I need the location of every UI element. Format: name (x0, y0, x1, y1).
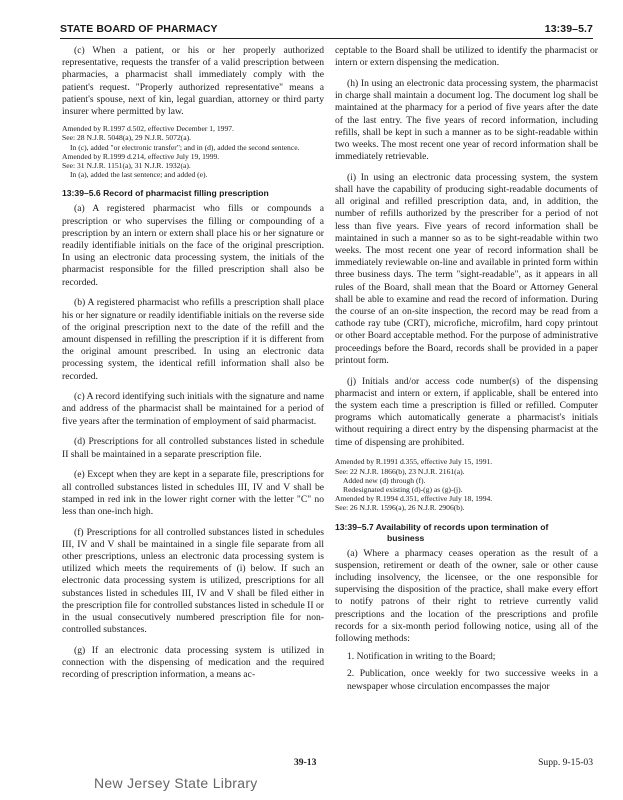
amendment-note: Amended by R.1997 d.502, effective December 1, 1997. (62, 124, 234, 134)
paragraph-5-6-b: (b) A registered pharmacist who refills a prescription shall place his or her signature or readily identifiable initials on the reverse side of the original prescription next to the date of the refill and the amount dispensed in refilling the prescription if it is different from the original amount prescribed. In using an electronic data processing system, the identical refill information shall also be recorded. (62, 297, 324, 382)
amendment-note: In (c), added "or electronic transfer"; and in (d), added the second sentence. (70, 142, 300, 152)
amendment-notes-5-5 (62, 124, 324, 179)
paragraph-5-6-e: (e) Except when they are kept in a separate file, prescriptions for all controlled substances listed in schedules III, IV and V shall be stamped in red ink in the lower right corner with the letter "C" no less than one-inch high. (62, 469, 324, 517)
paragraph-5-6-i: (i) In using an electronic data processing system, the system shall have the capability of producing sight-readable documents of all original and refilled prescription data, and, in addition, the number of refills authorized by the prescriber for a period of not less than five years. Five years of record information shall be maintained in such a manner so as to be sight-readable within two weeks. The most recent one year of record information shall be immediately reviewable on-line and available in printed form within three business days. The term "sight-readable", as it appears in all rules of the Board, shall mean that the Board or Attorney General shall be able to examine and read the record of information. During the course of an on-site inspection, the record may be read from a cathode ray tube (CRT), microfiche, microfilm, hard copy printout or other Board acceptable method. For the purpose of administrative proceedings before the Board, records shall be provided in a paper printout form. (335, 171, 598, 366)
amendment-note: See: 31 N.J.R. 1151(a), 31 N.J.R. 1932(a). (62, 161, 191, 171)
list-item: 2. Publication, once weekly for two successive weeks in a newspaper whose circulation encompasses the major (347, 668, 598, 692)
amendment-note: Amended by R.1991 d.355, effective July 15, 1991. (335, 457, 493, 467)
section-heading-5-7 (335, 522, 598, 544)
library-stamp: New Jersey State Library (94, 775, 258, 791)
paragraph-5-6-g-continued: ceptable to the Board shall be utilized to identify the pharmacist or intern or extern dispensing the medication. (335, 45, 598, 69)
amendment-note: See: 26 N.J.R. 1596(a), 26 N.J.R. 2906(b). (335, 503, 465, 513)
paragraph-5-6-a: (a) A registered pharmacist who fills or compounds a prescription or who supervises the filling or compounding of a prescription by an intern or extern shall place his or her signature or readily identifiable initials on the face of the original prescription. In using an electronic data processing system, the initials of the pharmacist responsible for the filled prescription shall also be recorded. (62, 203, 324, 288)
paragraph-5-6-c: (c) A record identifying such initials with the signature and name and address of the pharmacist shall be maintained for a period of five years after the termination of employment of said pharmacist. (62, 391, 324, 427)
amendment-note: Added new (d) through (f). (343, 475, 426, 485)
paragraph-5-6-h: (h) In using an electronic data processing system, the pharmacist in charge shall maintain a document log. The document log shall be maintained at the pharmacy for a period of five years after the date of the last entry. The five years of record information, including refills, shall be kept in such a manner as to be sight-readable within two weeks. The most recent one year of record information shall be immediately retrievable. (335, 77, 598, 163)
amendment-note: Redesignated existing (d)-(g) as (g)-(j). (343, 484, 463, 494)
paragraph-5-6-d: (d) Prescriptions for all controlled substances listed in schedule II shall be maintained in a separate prescription file. (62, 436, 324, 460)
paragraph-5-6-j: (j) Initials and/or access code number(s) of the dispensing pharmacist and intern or extern, if applicable, shall be entered into the system each time a prescription is filled or refilled. Computer programs which automatically generate a pharmacist's initials without requiring a direct entry by the dispensing pharmacist at the time of dispensing are prohibited. (335, 375, 598, 448)
amendment-note: See: 28 N.J.R. 5048(a), 29 N.J.R. 5072(a). (62, 133, 192, 143)
amendment-note: Amended by R.1999 d.214, effective July 19, 1999. (62, 151, 220, 161)
amendment-note: In (a), added the last sentence; and added (e). (70, 170, 208, 180)
left-column (62, 45, 324, 690)
amendment-note: Amended by R.1994 d.351, effective July 18, 1994. (335, 494, 493, 504)
page-number: 39-13 (294, 757, 317, 768)
paragraph-5-6-f: (f) Prescriptions for all controlled substances listed in schedules III, IV and V shall be maintained in a single file separate from all other prescriptions, unless an electronic data processing system is utilized which meets the requirements of (i) below. If such an electronic data processing system is utilized, prescriptions for all substances listed in schedules III, IV and V shall be filed either in the prescription file for controlled substances listed in schedule II or in the usual consecutively numbered prescription file for non-controlled substances. (62, 526, 324, 636)
paragraph-5-7-a: (a) Where a pharmacy ceases operation as the result of a suspension, retirement or death of the owner, sale or other cause including insolvency, the licensee, or the one responsible for supervising the disposition of the practice, shall make every effort to notify patrons of their right to retrieve currently valid prescriptions and the location of the prescriptions and profile records for a six-month period following notice, using all of the following methods: (335, 547, 598, 644)
section-heading-5-6: 13:39–5.6 Record of pharmacist filling prescription (62, 188, 269, 199)
header-section-number: 13:39–5.7 (544, 23, 593, 35)
list-item: 1. Notification in writing to the Board; (347, 651, 496, 663)
amendment-note: See: 22 N.J.R. 1866(b), 23 N.J.R. 2161(a). (335, 466, 465, 476)
right-column (335, 45, 598, 698)
supplement-date: Supp. 9-15-03 (538, 757, 593, 768)
running-header (60, 22, 593, 39)
paragraph-c-transfer: (c) When a patient, or his or her properly authorized representative, requests the transfer of a valid prescription between pharmacies, a pharmacist shall immediately comply with the patient's request. "Properly authorized representative" means a patient's spouse, next of kin, legal guardian, attorney or third party insurer where permitted by law. (62, 45, 324, 118)
section-heading-5-7-title-cont: business (387, 532, 425, 543)
header-title: STATE BOARD OF PHARMACY (60, 23, 218, 35)
amendment-notes-5-6 (335, 457, 598, 512)
section-heading-5-7-title: 13:39–5.7 Availability of records upon termination of (335, 521, 549, 532)
paragraph-5-6-g: (g) If an electronic data processing system is utilized in connection with the dispensing of medication and the required recording of prescription information, a means ac- (62, 644, 324, 681)
